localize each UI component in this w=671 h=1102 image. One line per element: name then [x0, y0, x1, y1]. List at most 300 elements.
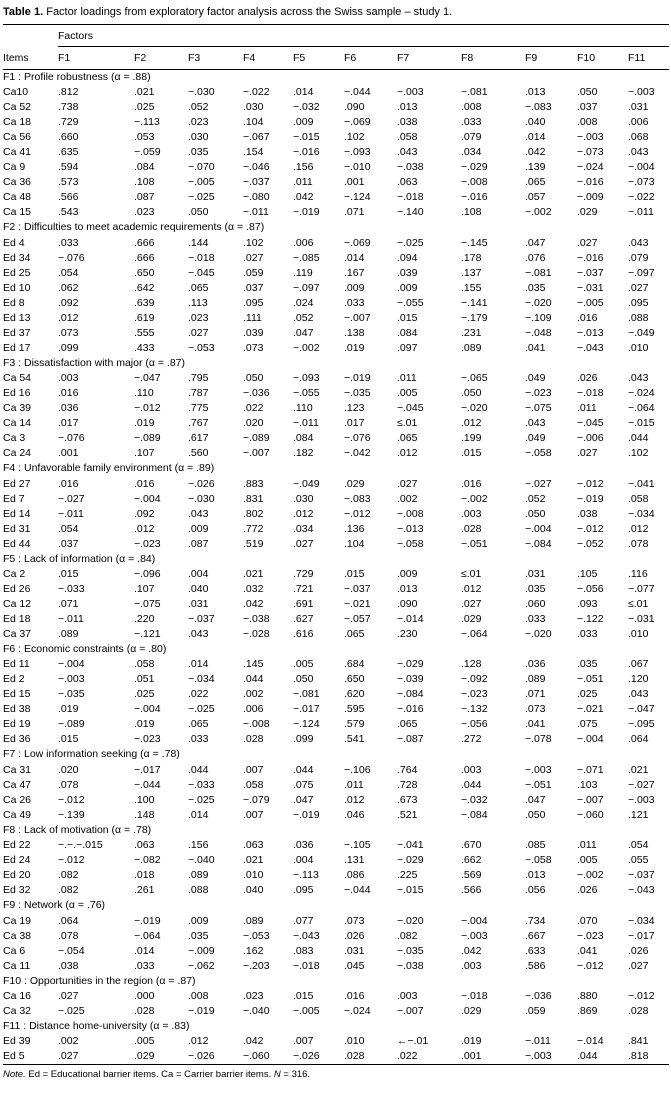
loading-cell: −.049 [293, 477, 320, 490]
loading-cell: .102 [628, 447, 649, 460]
loading-cell: .033 [461, 116, 482, 129]
loading-cell: −.019 [577, 492, 604, 505]
loading-cell: .065 [397, 432, 418, 445]
loading-cell: .033 [344, 296, 365, 309]
loading-cell: .162 [243, 944, 264, 957]
loading-cell: .051 [134, 673, 155, 686]
loading-cell: .121 [628, 808, 649, 821]
loading-cell: .018 [134, 869, 155, 882]
loading-cell: .088 [188, 884, 209, 897]
loading-cell: .020 [58, 763, 79, 776]
section-header-label: F8 : Lack of motivation (α = .78) [3, 823, 152, 836]
table-row [3, 431, 669, 446]
loading-cell: −.032 [293, 101, 320, 114]
loading-cell: .028 [134, 1005, 155, 1018]
loading-cell: −.003 [525, 763, 552, 776]
loading-cell: .008 [188, 990, 209, 1003]
loading-cell: .058 [134, 658, 155, 671]
table-row [3, 266, 669, 281]
loading-cell: .012 [461, 583, 482, 596]
loading-cell: .036 [293, 839, 314, 852]
loading-cell: −.069 [344, 236, 371, 249]
loading-cell: −.070 [188, 161, 215, 174]
loading-cell: .016 [344, 990, 365, 1003]
loading-cell: .261 [134, 884, 155, 897]
loading-cell: .005 [577, 854, 598, 867]
loading-cell: −.121 [134, 628, 161, 641]
loading-cell: .039 [243, 326, 264, 339]
loading-cell: .045 [344, 959, 365, 972]
loading-cell: .021 [243, 854, 264, 867]
loading-cell: .869 [577, 1005, 598, 1018]
loading-cell: .029 [577, 206, 598, 219]
factor-column-header: F9 [525, 47, 577, 70]
loading-cell: .079 [628, 251, 649, 264]
loading-cell: .031 [344, 944, 365, 957]
table-row [3, 115, 669, 130]
loading-cell: .037 [577, 101, 598, 114]
table-row [3, 251, 669, 266]
loading-cell: −.013 [577, 326, 604, 339]
loading-cell: −.097 [293, 281, 320, 294]
loading-cell: .090 [344, 101, 365, 114]
loading-cell: −.029 [397, 854, 424, 867]
loading-cell: .231 [461, 326, 482, 339]
loading-cell: .043 [188, 628, 209, 641]
item-label: Ed 26 [3, 583, 31, 596]
section-header-row [3, 823, 669, 838]
loading-cell: .050 [461, 387, 482, 400]
loading-cell: −.043 [628, 884, 655, 897]
factor-column-header: F4 [243, 47, 293, 70]
loading-cell: −.040 [243, 1005, 270, 1018]
loading-cell: −.019 [134, 914, 161, 927]
section-header-row [3, 356, 669, 371]
loading-cell: .010 [243, 869, 264, 882]
loading-cell: −.035 [397, 944, 424, 957]
factor-column-header: F8 [461, 47, 525, 70]
section-header-row [3, 747, 669, 762]
loading-cell: .818 [628, 1050, 649, 1063]
loading-cell: .047 [525, 793, 546, 806]
loading-cell: −.008 [397, 507, 424, 520]
loading-cell: .642 [134, 281, 155, 294]
table-caption [3, 5, 669, 19]
loading-cell: .673 [397, 793, 418, 806]
loading-cell: .073 [344, 914, 365, 927]
loading-cell: −.002 [293, 341, 320, 354]
loading-cell: .026 [628, 944, 649, 957]
loading-cell: .667 [525, 929, 546, 942]
loading-cell: .023 [134, 206, 155, 219]
loading-cell: −.122 [577, 613, 604, 626]
table-row [3, 281, 669, 296]
loading-cell: .016 [461, 477, 482, 490]
loading-cell: .148 [134, 808, 155, 821]
loading-cell: .022 [397, 1050, 418, 1063]
loading-cell: −.073 [628, 176, 655, 189]
section-header-label: F4 : Unfavorable family environment (α = .89) [3, 462, 215, 475]
item-label: Ca 15 [3, 206, 32, 219]
loading-cell: .043 [525, 417, 546, 430]
loading-cell: .043 [397, 146, 418, 159]
loading-cell: .569 [461, 869, 482, 882]
loading-cell: −.012 [58, 793, 85, 806]
table-row [3, 868, 669, 883]
table-row [3, 507, 669, 522]
loading-cell: −.021 [344, 598, 371, 611]
loading-cell: −.015 [397, 884, 424, 897]
table-row [3, 190, 669, 205]
note-n-label: N [273, 1069, 281, 1081]
item-label: Ca 11 [3, 959, 31, 972]
loading-cell: .012 [628, 522, 649, 535]
loading-cell: −.011 [58, 507, 84, 520]
item-label: Ed 27 [3, 477, 31, 490]
loading-cell: −.020 [397, 914, 424, 927]
item-label: Ca 52 [3, 101, 32, 114]
factor-column-header: F7 [397, 47, 461, 70]
loading-cell: .044 [577, 1050, 598, 1063]
loading-cell: −.145 [461, 236, 488, 249]
loading-cell: −.106 [344, 763, 371, 776]
loading-cell: −.024 [344, 1005, 371, 1018]
factors-group-spacer [3, 25, 58, 47]
loading-cell: .043 [628, 236, 649, 249]
loading-cell: .020 [243, 417, 264, 430]
section-header-row [3, 898, 669, 913]
loading-cell: −.081 [461, 86, 488, 99]
loading-cell: −.004 [58, 658, 85, 671]
loading-cell: .035 [188, 146, 209, 159]
loading-cell: −.033 [58, 583, 85, 596]
loading-cell: .063 [134, 839, 155, 852]
loading-cell: −.018 [577, 387, 604, 400]
loading-cell: .521 [397, 808, 418, 821]
loading-cell: ≤.01 [461, 568, 482, 581]
loading-cell: .073 [525, 703, 546, 716]
loading-cell: .178 [461, 251, 482, 264]
loading-cell: .016 [58, 477, 79, 490]
table-row [3, 989, 669, 1004]
loading-cell: .883 [243, 477, 264, 490]
loading-cell: −.029 [461, 161, 488, 174]
loading-cell: .831 [243, 492, 264, 505]
item-label: Ca 41 [3, 146, 32, 159]
loading-cell: .009 [188, 914, 209, 927]
loading-cell: .684 [344, 658, 365, 671]
loading-cell: .100 [134, 793, 155, 806]
loading-cell: −.003 [577, 131, 604, 144]
loading-cell: .027 [293, 537, 314, 550]
loading-cell: −.093 [344, 146, 371, 159]
loading-cell: .054 [58, 266, 79, 279]
loading-cell: −.051 [525, 778, 552, 791]
loading-cell: .691 [293, 598, 314, 611]
item-label: Ed 39 [3, 1035, 31, 1048]
loading-cell: .049 [525, 372, 546, 385]
loading-cell: .660 [58, 131, 79, 144]
loading-cell: .012 [293, 507, 314, 520]
loading-cell: .086 [344, 869, 365, 882]
loading-cell: .541 [344, 733, 365, 746]
loading-cell: −.002 [461, 492, 488, 505]
loading-cell: .033 [134, 959, 155, 972]
table-row [3, 838, 669, 853]
loading-cell: .009 [188, 522, 209, 535]
item-label: Ca 49 [3, 808, 32, 821]
loading-cell: .083 [293, 944, 314, 957]
loading-cell: −.004 [577, 733, 604, 746]
table-row [3, 687, 669, 702]
loading-cell: −.018 [188, 251, 215, 264]
loading-cell: −.093 [293, 372, 320, 385]
table-body [3, 70, 669, 1065]
loading-cell: −.004 [525, 522, 552, 535]
item-label: Ed 24 [3, 854, 31, 867]
loading-cell: .006 [293, 236, 314, 249]
loading-cell: −.025 [188, 191, 215, 204]
loading-cell: −.029 [397, 658, 424, 671]
loading-cell: .024 [293, 296, 314, 309]
loading-cell: ≤.01 [397, 417, 418, 430]
loading-cell: .023 [243, 990, 264, 1003]
loading-cell: .041 [525, 718, 546, 731]
loading-cell: −.012 [577, 959, 604, 972]
loading-cell: −.012 [628, 990, 655, 1003]
loading-cell: .128 [461, 658, 482, 671]
table-row [3, 416, 669, 431]
loading-cell: −.023 [577, 929, 604, 942]
loading-cell: .002 [243, 688, 264, 701]
loading-cell: .013 [525, 869, 546, 882]
loading-cell: .573 [58, 176, 79, 189]
table-row [3, 808, 669, 823]
loading-cell: −.009 [188, 944, 215, 957]
item-label: Ed 37 [3, 326, 31, 339]
loading-cell: −.041 [628, 477, 655, 490]
loading-cell: −.064 [461, 628, 488, 641]
loading-cell: .099 [293, 733, 314, 746]
loading-cell: .029 [134, 1050, 155, 1063]
loading-cell: .001 [58, 447, 79, 460]
item-label: Ed 25 [3, 266, 31, 279]
loading-cell: .050 [525, 808, 546, 821]
item-label: Ca 38 [3, 929, 32, 942]
loading-cell: −.003 [628, 86, 655, 99]
loading-cell: −.055 [293, 387, 320, 400]
loading-cell: .007 [243, 808, 264, 821]
table-row [3, 702, 669, 717]
loading-cell: −.017 [628, 929, 655, 942]
loading-cell: .108 [461, 206, 482, 219]
loading-cell: −.002 [577, 869, 604, 882]
loading-cell: .009 [397, 281, 418, 294]
loading-cell: .043 [628, 372, 649, 385]
loading-cell: −.011 [293, 417, 319, 430]
loading-cell: −.037 [344, 583, 371, 596]
loading-cell: .031 [628, 101, 649, 114]
table-row [3, 477, 669, 492]
loading-cell: .078 [58, 929, 79, 942]
loading-cell: .775 [188, 402, 209, 415]
loading-cell: .043 [188, 507, 209, 520]
loading-cell: .555 [134, 326, 155, 339]
loading-cell: .071 [344, 206, 365, 219]
loading-cell: −.081 [293, 688, 320, 701]
loading-cell: −.075 [134, 598, 161, 611]
loading-cell: .812 [58, 86, 79, 99]
loading-cell: −.015 [628, 417, 655, 430]
loading-cell: −.037 [577, 266, 604, 279]
loading-cell: −.019 [293, 206, 320, 219]
note-prefix: Note. [3, 1069, 26, 1081]
section-header-label: F11 : Distance home-university (α = .83) [3, 1020, 190, 1033]
loading-cell: .010 [628, 628, 649, 641]
loading-cell: .033 [58, 236, 79, 249]
loading-cell: .019 [344, 341, 365, 354]
loading-cell: −.092 [461, 673, 488, 686]
loading-cell: .046 [344, 808, 365, 821]
loading-cell: −.084 [397, 688, 424, 701]
loading-cell: .014 [188, 808, 209, 821]
loading-cell: .038 [58, 959, 79, 972]
loading-cell: .666 [134, 236, 155, 249]
loading-cell: .049 [525, 432, 546, 445]
loading-cell: −.095 [628, 718, 655, 731]
loading-cell: −.124 [293, 718, 320, 731]
loading-cell: .138 [344, 326, 365, 339]
loading-cell: −.016 [577, 176, 604, 189]
loading-cell: −.017 [134, 763, 161, 776]
loading-cell: .027 [243, 251, 264, 264]
loading-cell: .519 [243, 537, 264, 550]
loading-cell: −.026 [188, 1050, 215, 1063]
loading-cell: .028 [344, 1050, 365, 1063]
loading-cell: .027 [628, 281, 649, 294]
section-header-label: F9 : Network (α = .76) [3, 899, 106, 912]
loading-cell: −.071 [577, 763, 604, 776]
loading-cell: .011 [344, 778, 364, 791]
loading-cell: −.069 [344, 116, 371, 129]
loading-cell: .038 [577, 507, 598, 520]
loading-cell: .027 [58, 990, 79, 1003]
loading-cell: .054 [58, 522, 79, 535]
loading-cell: −.056 [577, 583, 604, 596]
loading-cell: −.045 [397, 402, 424, 415]
loading-cell: .120 [628, 673, 649, 686]
loading-cell: .013 [525, 86, 546, 99]
loading-cell: .028 [243, 733, 264, 746]
loading-cell: .002 [397, 492, 418, 505]
loading-cell: .003 [397, 990, 418, 1003]
item-label: Ed 34 [3, 251, 31, 264]
loading-cell: .028 [628, 1005, 649, 1018]
loading-cell: .136 [344, 522, 365, 535]
loading-cell: −.025 [188, 793, 215, 806]
loading-cell: .145 [243, 658, 264, 671]
note-body: Ed = Educational barrier items. Ca = Carrier barrier items. [25, 1069, 274, 1081]
loading-cell: −.057 [344, 613, 371, 626]
table-row [3, 296, 669, 311]
loading-cell: .734 [525, 914, 546, 927]
table-row [3, 763, 669, 778]
loading-cell: −.043 [293, 929, 320, 942]
loading-cell: .043 [628, 146, 649, 159]
table-row [3, 853, 669, 868]
loading-cell: .586 [525, 959, 546, 972]
section-header-row [3, 461, 669, 476]
section-header-row [3, 642, 669, 657]
loading-cell: .635 [58, 146, 79, 159]
loading-cell: −.007 [243, 447, 270, 460]
loading-cell: −.073 [577, 146, 604, 159]
loading-cell: −.056 [461, 718, 488, 731]
loading-cell: .063 [243, 839, 264, 852]
loading-cell: .002 [58, 1035, 79, 1048]
loading-cell: .007 [243, 763, 264, 776]
loading-cell: .027 [577, 236, 598, 249]
loading-cell: .044 [461, 778, 482, 791]
loading-cell: .064 [58, 914, 79, 927]
loading-cell: .054 [628, 839, 649, 852]
loading-cell: .225 [397, 869, 418, 882]
loading-cell: .110 [134, 387, 154, 400]
loading-cell: .154 [243, 146, 264, 159]
loading-cell: .721 [293, 583, 314, 596]
loading-cell: −.042 [344, 447, 371, 460]
loading-cell: .594 [58, 161, 79, 174]
loading-cell: −.008 [461, 176, 488, 189]
loading-cell: .015 [293, 990, 314, 1003]
section-header-row [3, 552, 669, 567]
loading-cell: .035 [577, 658, 598, 671]
loading-cell: .053 [134, 131, 155, 144]
loading-cell: −.060 [243, 1050, 270, 1063]
loading-cell: .105 [577, 568, 598, 581]
loading-cell: .027 [461, 598, 482, 611]
factors-group-row [3, 25, 669, 47]
item-label: Ed 14 [3, 507, 31, 520]
loading-cell: .088 [628, 311, 649, 324]
item-label: Ed 8 [3, 296, 25, 309]
loading-cell: .036 [525, 658, 546, 671]
loading-cell: .005 [134, 1035, 155, 1048]
loading-cell: .167 [344, 266, 365, 279]
loading-cell: .027 [58, 1050, 79, 1063]
loading-cell: .041 [577, 944, 598, 957]
loading-cell: .044 [188, 763, 209, 776]
loading-cell: −.005 [293, 1005, 320, 1018]
table-row [3, 944, 669, 959]
loading-cell: −.018 [461, 990, 488, 1003]
loading-cell: .029 [461, 613, 482, 626]
loading-cell: −.023 [525, 387, 552, 400]
loading-cell: .070 [577, 914, 598, 927]
item-label: Ed 31 [3, 522, 31, 535]
factor-column-header: F6 [344, 47, 397, 70]
loading-cell: .078 [628, 537, 649, 550]
loading-cell: .108 [134, 176, 155, 189]
item-label: Ed 38 [3, 703, 31, 716]
loading-cell: −.076 [344, 432, 371, 445]
section-header-row [3, 70, 669, 86]
loading-cell: .032 [243, 583, 264, 596]
loading-cell: .123 [344, 402, 365, 415]
factor-loadings-table [3, 24, 669, 1065]
loading-cell: .076 [525, 251, 546, 264]
table-row [3, 492, 669, 507]
